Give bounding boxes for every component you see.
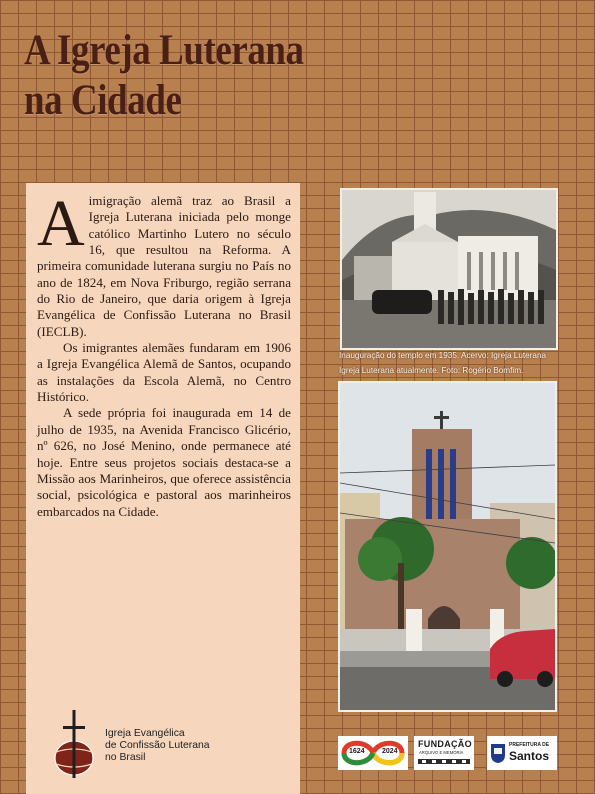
fundacao-subtitle: ARQUIVO E MEMÓRIA: [419, 750, 464, 755]
current-church-photo: [338, 381, 557, 712]
logo-line-2: de Confissão Luterana: [105, 740, 210, 751]
anniversary-end-year: 2024: [382, 748, 398, 755]
paragraph-3: A sede própria foi inaugurada em 14 de julho de 1935, na Avenida Francisco Glicério, nº 626, no José Menino, onde permanece até hoje. Entre seus projetos sociais destaca-se a Missão aos Marinheiros, que oferece assistência social, psicológica e pastoral aos marinheiros embarcados na Cidade.: [37, 405, 291, 519]
article-body: [37, 187, 291, 520]
fundacao-name: FUNDAÇÃO: [418, 739, 472, 749]
fundacao-logo: [414, 736, 474, 770]
historic-church-photo: [340, 188, 558, 350]
paragraph-2: Os imigrantes alemães fundaram em 1906 a Igreja Evangélica Alemã de Santos, ocupando as instalações da Escola Alemã, no Centro Histórico.: [37, 340, 291, 405]
anniversary-start-year: 1624: [349, 748, 365, 755]
anniversary-logo: [338, 736, 408, 770]
drop-cap: A: [37, 187, 85, 260]
historic-photo-caption: Inauguração do templo em 1935. Acervo: Igreja Luterana: [339, 351, 547, 360]
text-panel: [26, 183, 300, 794]
logo-wordmark: [105, 728, 210, 764]
prefeitura-label: PREFEITURA DE: [509, 742, 550, 748]
ieclb-logo: [48, 708, 288, 780]
logo-line-1: Igreja Evangélica: [105, 728, 185, 739]
prefeitura-city: Santos: [509, 749, 550, 763]
logo-line-3: no Brasil: [105, 752, 146, 763]
current-photo-caption: Igreja Luterana atualmente. Foto: Rogério Bomfim.: [339, 366, 524, 375]
current-church-image: [340, 383, 555, 710]
page-title: [24, 26, 304, 126]
santos-crest-icon: [490, 742, 506, 764]
prefeitura-santos-logo: [487, 736, 557, 770]
fundacao-emblem-icon: [414, 757, 474, 767]
paragraph-1: [37, 187, 291, 340]
title-line-1: A Igreja Luterana: [24, 27, 304, 74]
historic-church-image: [342, 190, 556, 348]
title-line-2: na Cidade: [24, 77, 182, 124]
paragraph-1-text: imigração alemã traz ao Brasil a Igreja Luterana iniciada pelo monge católico Martinho Lutero no século 16, que resultou na Reforma. A primeira comunidade luterana surgiu no País no ano de 1824, em Nova Friburgo, região serrana do Rio de Janeiro, que daria origem à Igreja Evangélica de Confissão Luterana no Brasil (IECLB).: [37, 193, 291, 339]
cross-globe-logo-icon: [48, 708, 98, 780]
